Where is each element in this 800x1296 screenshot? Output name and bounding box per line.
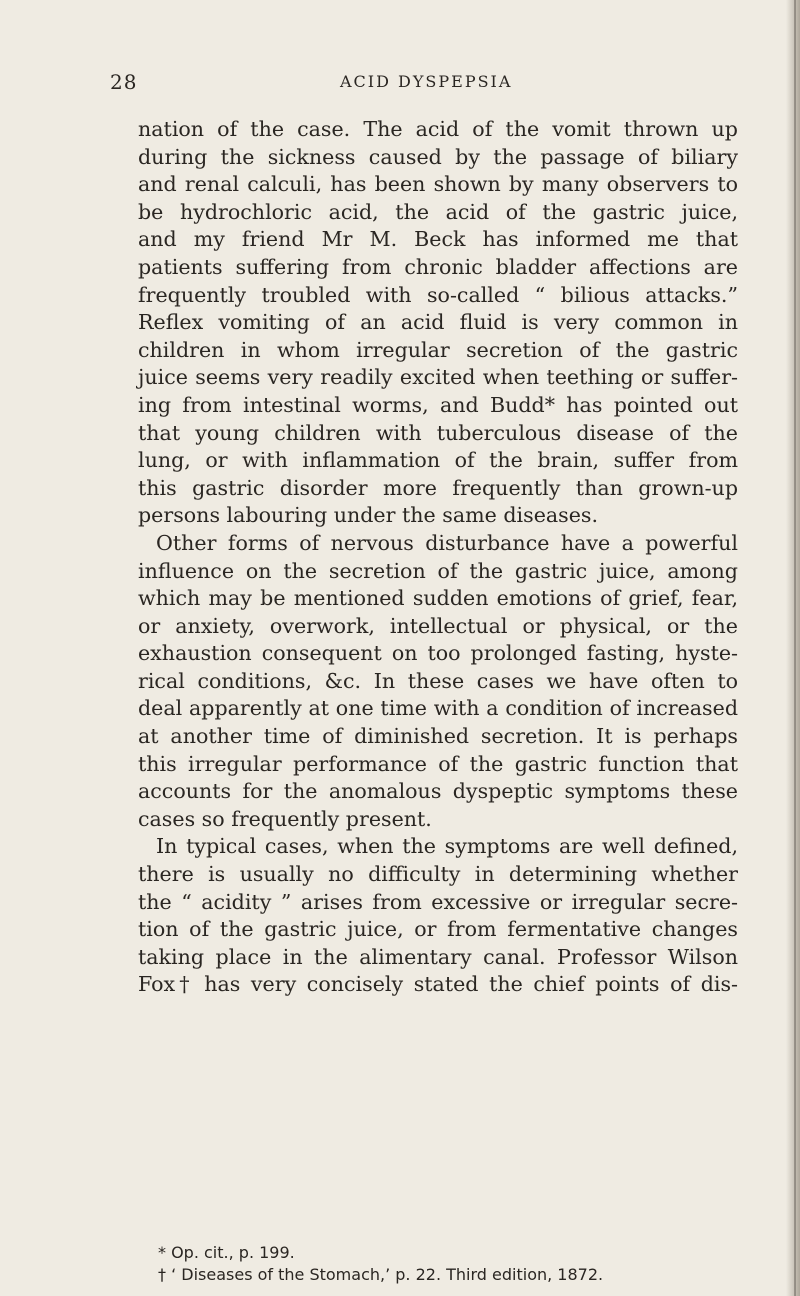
- body-text: [138, 116, 738, 999]
- footnote: * Op. cit., p. 199.: [158, 1243, 295, 1262]
- text-line: lung, or with inflammation of the brain, suffer from: [138, 448, 738, 473]
- text-line: ing from intestinal worms, and Budd* has pointed out: [138, 392, 738, 417]
- text-line: this irregular performance of the gastric function that: [138, 751, 738, 776]
- text-line: patients suffering from chronic bladder affections are: [138, 254, 738, 279]
- text-line: Other forms of nervous disturbance have a powerful: [156, 530, 738, 555]
- text-line: rical conditions, &c. In these cases we have often to: [138, 668, 738, 693]
- page-edge-shadow: [786, 0, 800, 1296]
- text-line: frequently troubled with so-called “ bilious attacks.”: [138, 282, 738, 307]
- text-line: during the sickness caused by the passage of biliary: [138, 144, 738, 169]
- text-line: taking place in the alimentary canal. Professor Wilson: [138, 944, 738, 969]
- footnote: † ‘ Diseases of the Stomach,’ p. 22. Third edition, 1872.: [158, 1265, 604, 1284]
- text-line: which may be mentioned sudden emotions of grief, fear,: [138, 586, 738, 611]
- text-line: there is usually no difficulty in determining whether: [138, 862, 738, 887]
- text-line: at another time of diminished secretion. It is perhaps: [138, 724, 738, 749]
- text-line: accounts for the anomalous dyspeptic symptoms these: [138, 779, 738, 804]
- page-number: 28: [110, 70, 138, 94]
- text-line: Fox† has very concisely stated the chief points of dis-: [138, 972, 738, 997]
- text-line: this gastric disorder more frequently than grown-up: [138, 475, 738, 500]
- page-edge-line: [794, 0, 796, 1296]
- text-line: and renal calculi, has been shown by many observers to: [138, 172, 738, 197]
- text-line: cases so frequently present.: [138, 806, 432, 831]
- page-header: [110, 70, 710, 100]
- text-line: or anxiety, overwork, intellectual or physical, or the: [138, 613, 738, 638]
- text-line: nation of the case. The acid of the vomit thrown up: [138, 117, 738, 141]
- footnotes: [158, 1242, 738, 1286]
- text-line: tion of the gastric juice, or from fermentative changes: [138, 917, 738, 942]
- text-line: Reflex vomiting of an acid fluid is very common in: [138, 310, 738, 335]
- text-line: exhaustion consequent on too prolonged fasting, hyste-: [138, 641, 738, 666]
- text-line: children in whom irregular secretion of the gastric: [138, 337, 738, 362]
- text-line: and my friend Mr M. Beck has informed me that: [138, 227, 738, 252]
- text-line: influence on the secretion of the gastric juice, among: [138, 558, 738, 583]
- text-line: the “ acidity ” arises from excessive or irregular secre-: [138, 889, 738, 914]
- text-line: persons labouring under the same diseases.: [138, 503, 599, 528]
- text-line: that young children with tuberculous disease of the: [138, 420, 738, 445]
- text-line: deal apparently at one time with a condition of increased: [138, 696, 738, 721]
- text-line: be hydrochloric acid, the acid of the gastric juice,: [138, 199, 738, 224]
- text-line: In typical cases, when the symptoms are well defined,: [156, 834, 738, 859]
- text-line: juice seems very readily excited when teething or suffer-: [138, 365, 738, 390]
- running-head: ACID DYSPEPSIA: [340, 72, 513, 91]
